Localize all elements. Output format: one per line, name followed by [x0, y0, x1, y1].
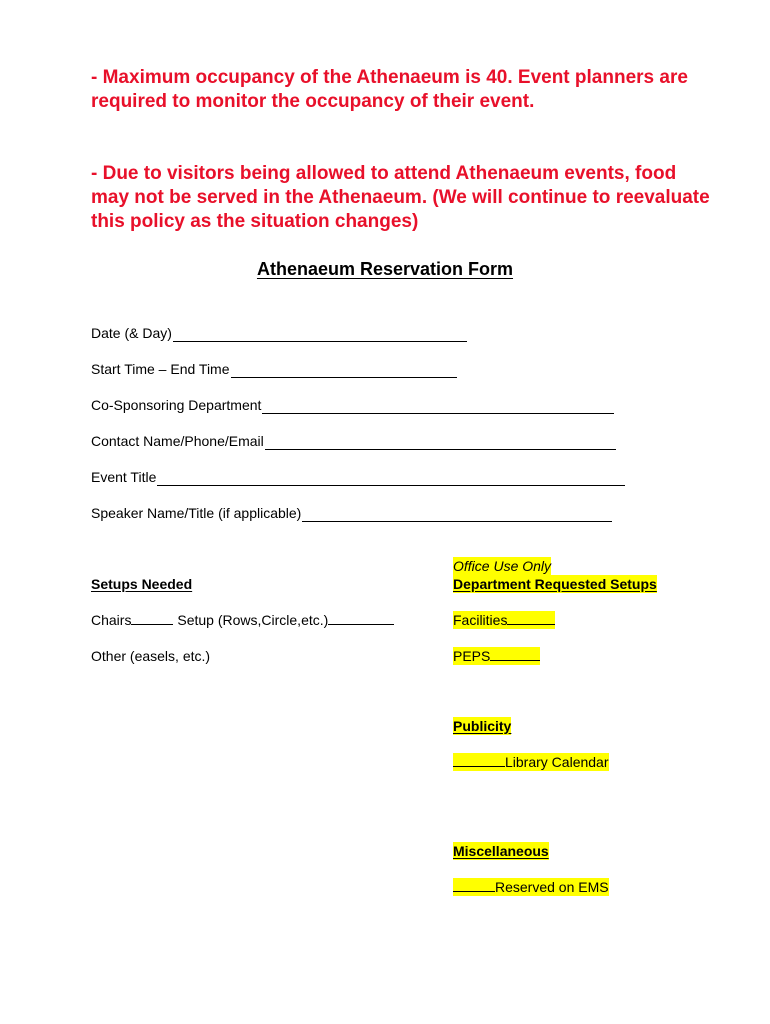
- publicity-heading: Publicity: [453, 718, 512, 734]
- peps-blank[interactable]: [490, 647, 540, 661]
- contact-field[interactable]: [91, 432, 616, 450]
- speaker-blank[interactable]: [302, 507, 612, 522]
- ems-row[interactable]: [453, 878, 609, 896]
- speaker-field[interactable]: [91, 504, 612, 522]
- miscellaneous-heading: Miscellaneous: [453, 843, 549, 859]
- date-blank[interactable]: [173, 327, 467, 342]
- library-calendar-blank[interactable]: [453, 753, 505, 767]
- setup-label: Setup (Rows,Circle,etc.): [177, 612, 329, 628]
- form-title: Athenaeum Reservation Form: [256, 259, 514, 279]
- facilities-label: Facilities: [453, 612, 508, 628]
- office-use-label: Office Use Only: [453, 558, 552, 574]
- chairs-blank[interactable]: [131, 611, 173, 625]
- date-label: Date (& Day): [91, 325, 172, 341]
- food-policy-notice: - Due to visitors being allowed to attend Athenaeum events, food may not be served in the Athenaeum. (We will continue to reevaluate this policy as the situation changes): [91, 163, 710, 232]
- chairs-setup-row[interactable]: [91, 611, 394, 629]
- setup-blank[interactable]: [328, 611, 394, 625]
- facilities-blank[interactable]: [507, 611, 555, 625]
- time-label: Start Time – End Time: [91, 361, 230, 377]
- library-calendar-label: Library Calendar: [505, 754, 609, 770]
- event-title-blank[interactable]: [157, 471, 625, 486]
- peps-label: PEPS: [453, 648, 491, 664]
- date-field[interactable]: [91, 324, 467, 342]
- contact-blank[interactable]: [265, 435, 616, 450]
- time-blank[interactable]: [231, 363, 457, 378]
- cosponsor-field[interactable]: [91, 396, 614, 414]
- cosponsor-label: Co-Sponsoring Department: [91, 397, 262, 413]
- event-title-field[interactable]: [91, 468, 625, 486]
- contact-label: Contact Name/Phone/Email: [91, 433, 264, 449]
- facilities-row[interactable]: [453, 611, 555, 629]
- ems-label: Reserved on EMS: [495, 879, 609, 895]
- ems-blank[interactable]: [453, 878, 495, 892]
- library-calendar-row[interactable]: [453, 753, 609, 771]
- other-label: Other (easels, etc.): [91, 648, 211, 664]
- chairs-label: Chairs: [91, 612, 132, 628]
- dept-requested-heading: Department Requested Setups: [453, 576, 657, 592]
- time-field[interactable]: [91, 360, 457, 378]
- peps-row[interactable]: [453, 647, 540, 665]
- cosponsor-blank[interactable]: [262, 399, 614, 414]
- occupancy-notice: - Maximum occupancy of the Athenaeum is 40. Event planners are required to monitor the occupancy of their event.: [91, 67, 688, 112]
- speaker-label: Speaker Name/Title (if applicable): [91, 505, 302, 521]
- setups-needed-heading: Setups Needed: [91, 576, 193, 592]
- event-title-label: Event Title: [91, 469, 157, 485]
